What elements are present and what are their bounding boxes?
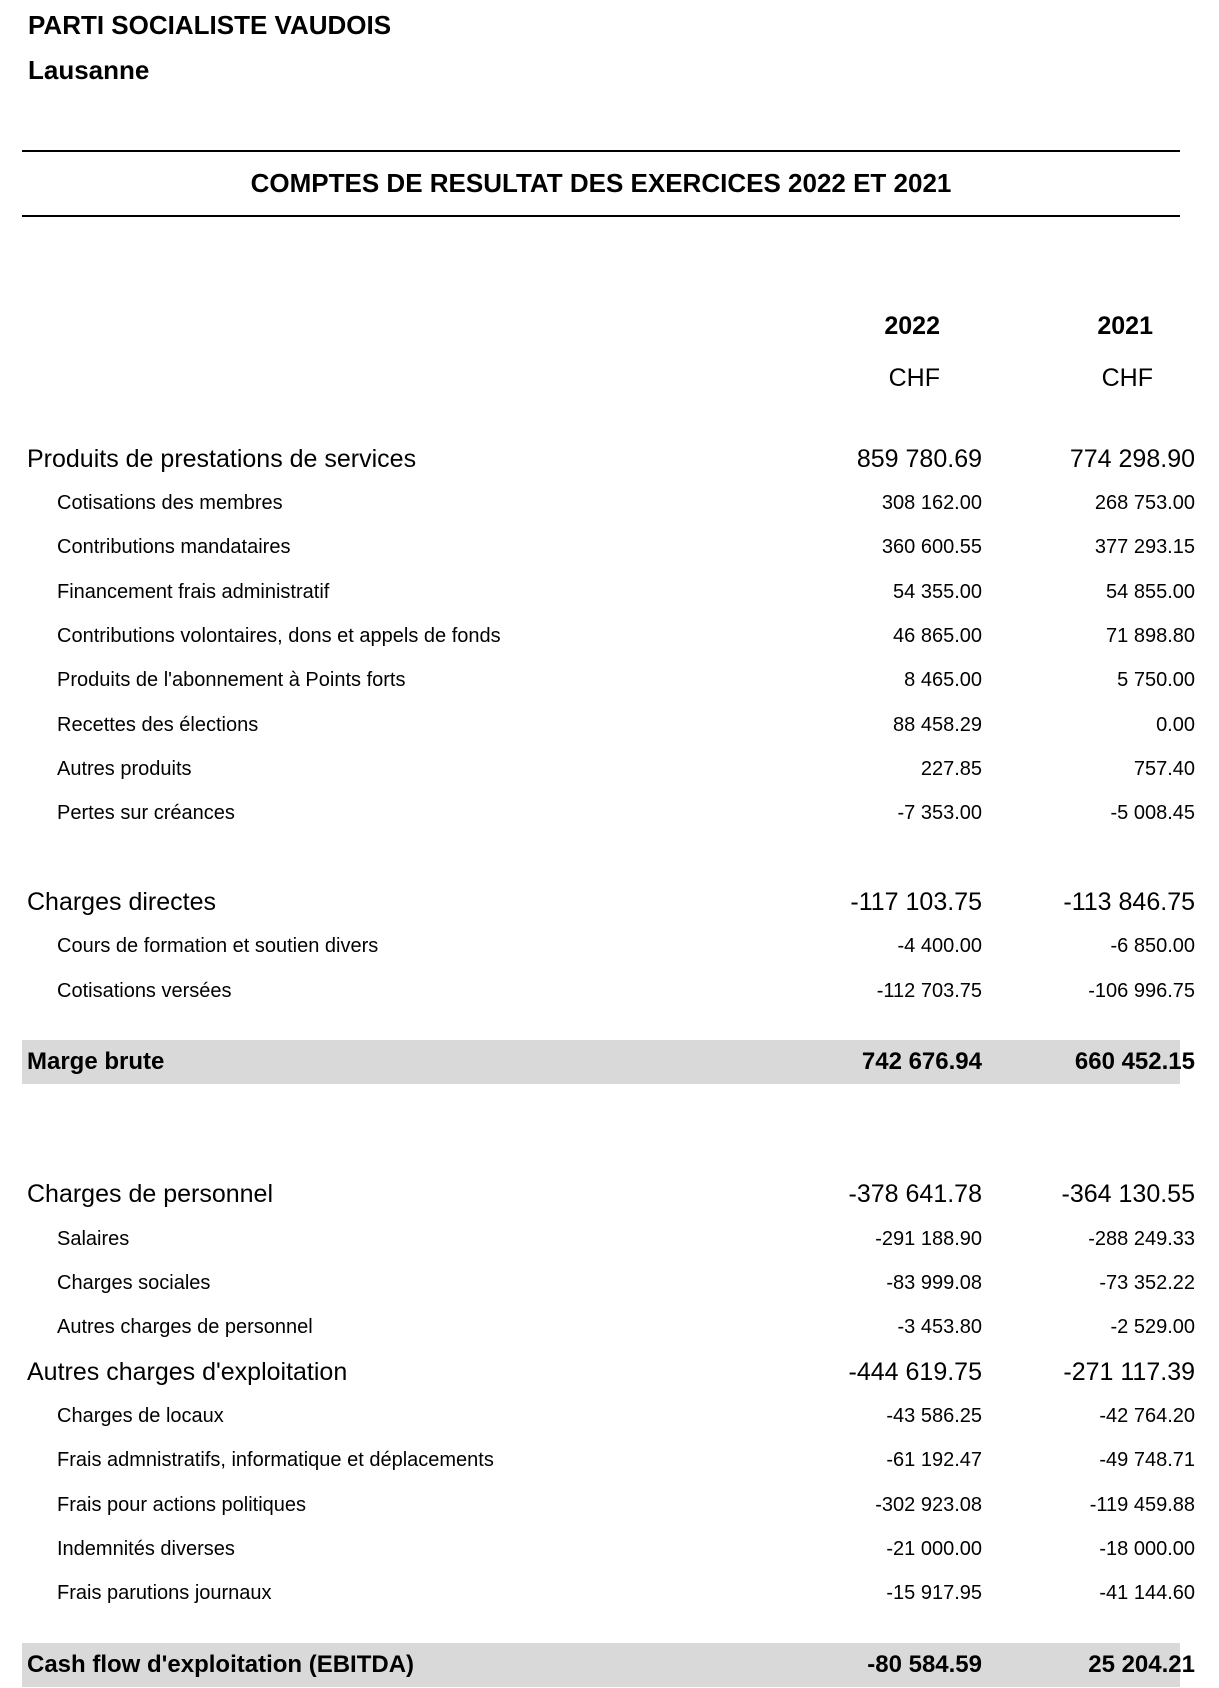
item-row bbox=[22, 1438, 1195, 1482]
row-value-2021: 377 293.15 bbox=[1094, 536, 1195, 558]
row-value-2021: 0.00 bbox=[1156, 714, 1195, 736]
row-label: Cotisations versées bbox=[57, 980, 232, 1002]
row-label: Marge brute bbox=[27, 1048, 165, 1075]
row-value-2022: -15 917.95 bbox=[886, 1582, 982, 1604]
item-row bbox=[22, 1571, 1195, 1615]
city-name: Lausanne bbox=[28, 55, 150, 85]
row-value-2022: 227.85 bbox=[920, 758, 982, 780]
section-row-charges-directes bbox=[22, 880, 1195, 924]
row-value-2021: -6 850.00 bbox=[1110, 935, 1195, 957]
row-value-2021: 660 452.15 bbox=[1074, 1048, 1195, 1075]
row-value-2021: -119 459.88 bbox=[1089, 1494, 1195, 1516]
row-value-2022: -61 192.47 bbox=[886, 1449, 982, 1471]
row-value-2022: 308 162.00 bbox=[881, 492, 982, 514]
row-label: Contributions volontaires, dons et appels de fonds bbox=[57, 625, 501, 647]
item-row bbox=[22, 525, 1195, 569]
row-value-2022: 46 865.00 bbox=[893, 625, 982, 647]
row-value-2021: -42 764.20 bbox=[1099, 1405, 1195, 1427]
section-row-autres-charges bbox=[22, 1350, 1195, 1394]
row-label: Autres charges de personnel bbox=[57, 1316, 313, 1338]
row-label: Autres produits bbox=[57, 758, 192, 780]
row-value-2022: -291 188.90 bbox=[875, 1228, 982, 1250]
row-value-2021: -5 008.45 bbox=[1110, 802, 1195, 824]
row-label: Cours de formation et soutien divers bbox=[57, 935, 379, 957]
row-label: Financement frais administratif bbox=[57, 581, 330, 603]
row-label: Produits de prestations de services bbox=[27, 445, 417, 473]
row-value-2021: 5 750.00 bbox=[1117, 669, 1195, 691]
row-value-2021: -288 249.33 bbox=[1088, 1228, 1195, 1250]
row-label: Frais admnistratifs, informatique et déplacements bbox=[57, 1449, 494, 1471]
title-rule-top bbox=[22, 150, 1180, 152]
column-year-2021: 2021 bbox=[1097, 312, 1153, 340]
row-value-2022: 88 458.29 bbox=[893, 714, 982, 736]
title-rule-bottom bbox=[22, 215, 1180, 217]
item-row bbox=[22, 969, 1195, 1013]
row-value-2022: -21 000.00 bbox=[886, 1538, 982, 1560]
organization-name: PARTI SOCIALISTE VAUDOIS bbox=[28, 10, 392, 40]
item-row bbox=[22, 1261, 1195, 1305]
row-value-2021: 757.40 bbox=[1133, 758, 1195, 780]
row-value-2021: -271 117.39 bbox=[1063, 1358, 1195, 1386]
row-label: Produits de l'abonnement à Points forts bbox=[57, 669, 406, 691]
item-row bbox=[22, 1305, 1195, 1349]
row-label: Cotisations des membres bbox=[57, 492, 283, 514]
item-row bbox=[22, 658, 1195, 702]
row-label: Charges directes bbox=[27, 888, 216, 916]
row-value-2022: -378 641.78 bbox=[848, 1180, 982, 1208]
row-value-2021: -364 130.55 bbox=[1061, 1180, 1195, 1208]
row-value-2021: 774 298.90 bbox=[1069, 445, 1195, 473]
column-year-2022: 2022 bbox=[884, 312, 940, 340]
row-value-2021: -41 144.60 bbox=[1099, 1582, 1195, 1604]
row-label: Charges de personnel bbox=[27, 1180, 273, 1208]
row-value-2021: -18 000.00 bbox=[1099, 1538, 1195, 1560]
row-value-2022: 742 676.94 bbox=[861, 1048, 982, 1075]
total-row-ebitda bbox=[22, 1643, 1195, 1687]
row-label: Frais parutions journaux bbox=[57, 1582, 272, 1604]
row-label: Contributions mandataires bbox=[57, 536, 291, 558]
item-row bbox=[22, 791, 1195, 835]
row-value-2022: -302 923.08 bbox=[875, 1494, 982, 1516]
row-value-2022: -112 703.75 bbox=[876, 980, 982, 1002]
item-row bbox=[22, 481, 1195, 525]
section-row-produits bbox=[22, 437, 1195, 481]
total-row-marge-brute bbox=[22, 1040, 1195, 1084]
section-row-charges-personnel bbox=[22, 1172, 1195, 1216]
row-value-2022: -83 999.08 bbox=[886, 1272, 982, 1294]
row-value-2022: -117 103.75 bbox=[850, 888, 982, 916]
item-row bbox=[22, 1527, 1195, 1571]
page-title: COMPTES DE RESULTAT DES EXERCICES 2022 ET 2021 bbox=[250, 168, 952, 198]
row-label: Charges sociales bbox=[57, 1272, 211, 1294]
item-row bbox=[22, 1394, 1195, 1438]
column-currency-2022: CHF bbox=[888, 364, 940, 392]
row-value-2022: -4 400.00 bbox=[897, 935, 982, 957]
item-row bbox=[22, 570, 1195, 614]
row-label: Pertes sur créances bbox=[57, 802, 235, 824]
item-row bbox=[22, 614, 1195, 658]
column-currency-2021: CHF bbox=[1101, 364, 1153, 392]
item-row bbox=[22, 1483, 1195, 1527]
row-value-2022: -3 453.80 bbox=[897, 1316, 982, 1338]
row-value-2022: -80 584.59 bbox=[867, 1651, 982, 1678]
row-value-2022: 859 780.69 bbox=[856, 445, 982, 473]
row-label: Recettes des élections bbox=[57, 714, 259, 736]
row-value-2021: -49 748.71 bbox=[1099, 1449, 1195, 1471]
item-row bbox=[22, 1217, 1195, 1261]
item-row bbox=[22, 703, 1195, 747]
item-row bbox=[22, 924, 1195, 968]
row-label: Frais pour actions politiques bbox=[57, 1494, 307, 1516]
row-label: Charges de locaux bbox=[57, 1405, 224, 1427]
row-label: Cash flow d'exploitation (EBITDA) bbox=[27, 1651, 415, 1678]
row-value-2022: -7 353.00 bbox=[897, 802, 982, 824]
row-label: Salaires bbox=[57, 1228, 130, 1250]
row-value-2021: -113 846.75 bbox=[1063, 888, 1195, 916]
item-row bbox=[22, 747, 1195, 791]
row-value-2021: -2 529.00 bbox=[1110, 1316, 1195, 1338]
row-value-2022: 54 355.00 bbox=[893, 581, 982, 603]
row-value-2021: 25 204.21 bbox=[1088, 1651, 1195, 1678]
row-value-2022: 360 600.55 bbox=[881, 536, 982, 558]
row-value-2021: -73 352.22 bbox=[1099, 1272, 1195, 1294]
row-value-2022: -444 619.75 bbox=[848, 1358, 982, 1386]
row-label: Autres charges d'exploitation bbox=[27, 1358, 348, 1386]
row-value-2021: 268 753.00 bbox=[1094, 492, 1195, 514]
row-value-2021: 71 898.80 bbox=[1106, 625, 1195, 647]
row-value-2022: 8 465.00 bbox=[904, 669, 982, 691]
row-value-2021: 54 855.00 bbox=[1106, 581, 1195, 603]
row-value-2022: -43 586.25 bbox=[886, 1405, 982, 1427]
row-label: Indemnités diverses bbox=[57, 1538, 235, 1560]
row-value-2021: -106 996.75 bbox=[1088, 980, 1195, 1002]
